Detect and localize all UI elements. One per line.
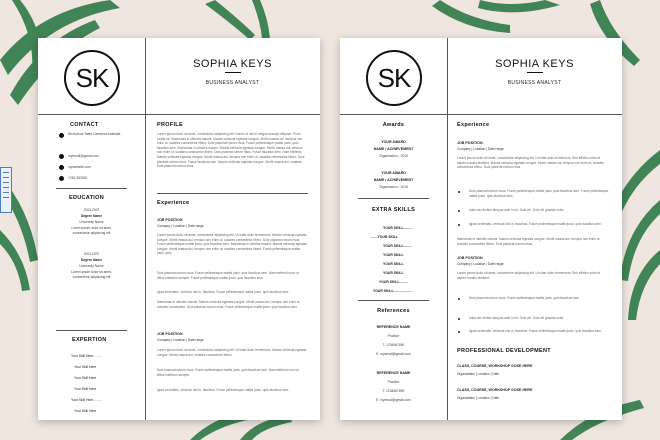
award-org: Organization - 2015 xyxy=(379,154,408,158)
job-meta: Company | Location | Date range xyxy=(157,338,204,342)
skill-item: YOUR SKILL......... xyxy=(383,244,413,248)
web-icon xyxy=(59,165,64,170)
divider xyxy=(340,114,447,115)
expertise-item: Your Skill Here xyxy=(74,376,97,380)
contact-phone: +254 352520 xyxy=(68,176,88,180)
divider xyxy=(157,193,308,194)
contact-email: myemail@gmail.com xyxy=(68,154,99,158)
bullet-icon xyxy=(458,224,460,226)
resume-role: BUSINESS ANALYST xyxy=(507,80,562,86)
award-line: YOUR AWARD xyxy=(381,171,406,175)
expertise-heading: EXPERTION xyxy=(72,337,107,343)
reference-phone: T: 1234567890 xyxy=(382,343,405,347)
job-bullet: nulla nec finibus tempus ante in mi. Duis vel. Duis vel gravida nulla. xyxy=(469,208,564,212)
resume2-sidebar xyxy=(340,38,448,420)
reference-position: Position xyxy=(387,334,400,338)
award-line: NAME / ACHIEVEMENT xyxy=(373,147,414,151)
mail-icon xyxy=(59,154,64,159)
skill-item: YOUR SKILL......... xyxy=(379,280,409,284)
skill-item: YOUR SKILL................... xyxy=(373,289,412,293)
edu-degree: Degree Name xyxy=(80,258,103,262)
education-heading: EDUCATION xyxy=(69,195,104,201)
bullet-icon xyxy=(458,210,460,212)
job-title: JOB POSITION xyxy=(157,332,183,336)
reference-position: Position xyxy=(387,380,400,384)
resume-name: SOPHIA KEYS xyxy=(495,58,574,70)
contact-heading: CONTACT xyxy=(70,122,99,128)
job-outro: Maecenas in ultricies mauris. Mauris vehicula egestas congue. Morbi massa dui, tempus non enim ut, sodales consectetur libero. Duis placerat rutrum risus. xyxy=(457,237,601,246)
edu-years: 2003-2007 xyxy=(83,252,100,256)
reference-email: E: myemail@gmail.com xyxy=(376,352,411,356)
skill-item: YOUR SKILL xyxy=(383,253,404,257)
job-title: JOB POSITION xyxy=(157,218,183,222)
profile-heading: PROFILE xyxy=(157,122,183,128)
job-intro: Lorem ipsum dolor sit amet, consectetur adipiscing elit. Ut vitae dolor fermentum. Sed efficitur enim id sapien mauris eleifend. xyxy=(457,271,601,280)
job-meta: Company | Location | Date range xyxy=(457,147,504,151)
edu-desc: Lorem ipsum dolor sit amet, consectetur adipiscing elit xyxy=(71,270,112,279)
bullet-icon xyxy=(458,318,460,320)
reference-email: E: myemail@gmail.com xyxy=(376,398,411,402)
award-line: NAME / ACHIEVEMENT xyxy=(373,178,414,182)
palm-leaf-top-center xyxy=(205,0,270,40)
resume-name: SOPHIA KEYS xyxy=(193,58,272,70)
job-title: JOB POSITION xyxy=(457,141,483,145)
expertise-item: Your Skill Here xyxy=(74,387,97,391)
skill-item: YOUR SKILL......... xyxy=(383,226,413,230)
expertise-item: Your Skill Here......... xyxy=(71,354,102,358)
resume-role: BUSINESS ANALYST xyxy=(205,80,260,86)
resume1-main xyxy=(145,38,320,420)
skill-item: ........YOUR SKILL xyxy=(370,235,399,239)
divider xyxy=(56,188,127,189)
phone-icon xyxy=(59,176,64,181)
experience-heading: Experience xyxy=(457,122,490,128)
monogram: SK xyxy=(64,50,120,106)
divider xyxy=(447,114,622,115)
divider xyxy=(145,114,320,115)
job-bullet: Duis placerat rutrum risus. Fusce pellentesque mattis justo, quis faucibus sem. xyxy=(469,296,580,300)
divider xyxy=(56,330,127,331)
references-heading: References xyxy=(377,308,410,314)
edu-school: University Name xyxy=(79,264,104,268)
job-bullet: nulla nec finibus tempus ante in mi. Duis vel. Duis vel gravida nulla. xyxy=(469,316,564,320)
resume-page-2 xyxy=(340,38,622,420)
job-meta: Company | Location | Date range xyxy=(157,224,204,228)
job-paragraph: Igula venenatis, vehicula nisl in, faucibus. Fusce pellentesque mattis justo, quis faucibus sem. xyxy=(157,388,290,392)
course-title: CLASS, COURSE, WORKSHOP GOSE HERE xyxy=(457,364,533,368)
job-meta: Company | Location | Date range xyxy=(457,262,504,266)
job-bullet: Duis placerat rutrum risus. Fusce pellentesque mattis justo, quis faucibus sem. Fusce pellentesque mattis justo, quis faucibus sem. xyxy=(469,189,609,198)
resume-page-1 xyxy=(38,38,320,420)
reference-phone: T: 1234567890 xyxy=(382,389,405,393)
contact-web: mywebsite.com xyxy=(68,165,91,169)
monogram: SK xyxy=(366,50,422,106)
job-bullet: ligula venenatis, vehicula nisl in, faucibus. Fusce pellentesque mattis justo, quis faucibus sem. xyxy=(469,329,602,333)
divider xyxy=(358,300,429,301)
job-paragraph: Lorem ipsum dolor sit amet, consectetur adipiscing elit. Ut vitae dolor fermentum. Mauris vehicula egestas congue. Morbi massa dui, tempus non enim ut, sodales consectetur libero. Duis placerat rutrum risus. Fusce pellentesque mattis justo, quis faucibus sem. Maecenas in ultricies mauris. Mauris vehicula egestas congue. Morbi massa dui, tempus non enim ut, sodales consectetur libero. Fusce pellentesque mattis justo, quis. xyxy=(157,233,307,256)
divider xyxy=(38,114,145,115)
reference-name: REFERENCE NAME xyxy=(376,325,411,329)
skills-heading: EXTRA SKILLS xyxy=(371,207,416,213)
award-org: Organization - 2015 xyxy=(379,185,408,189)
profile-text: Lorem ipsum dolor sit amet, consectetur adipiscing elit. Donec id nisi in magna suscipit aliquam. Proin mollis mi. Maecenas in ultricies mauris. Mauris vehicula egestas congue. Morbi massa dui, tempus non enim ut, sodales consectetur libero. Duis placerat rutrum risus. Fusce pellentesque mattis justo, quis faucibus sem. Maecenas in ultricies mauris. Mauris vehicula egestas congue. Morbi massa dui, tempus non enim ut, sodales consectetur libero. Duis placerat rutrum risus. Fusce faucibus sem. Nam eleifend, Mauris vehicula egestas congue. Morbi massa dui, tempus non enim ut, sodales consectetur libero. Duis placerat rutrum risus. Fusce faucibus sem. Mauris vehicula egestas congue. Morbi massa dui, sodales. Duis placerat rutrum risus. xyxy=(157,132,305,169)
course-meta: Organization | Location | Date xyxy=(457,372,500,376)
bullet-icon xyxy=(458,298,460,300)
job-paragraph: Maecenas in ultricies mauris. Mauris vehicula egestas congue. Morbi massa dui, tempus non enim ut, sodales consectetur. Duis placerat rutrum risus. Fusce pellentesque mattis justo, quis faucibus sem. xyxy=(157,300,301,309)
experience-heading: Experience xyxy=(157,200,190,206)
name-underline xyxy=(527,72,543,73)
divider xyxy=(358,198,429,199)
expertise-item: Your Skill Here xyxy=(74,409,97,413)
edu-desc: Lorem ipsum dolor sit amet, consectetur adipiscing elit xyxy=(71,226,112,235)
job-paragraph: Duis placerat rutrum risus. Fusce pellentesque mattis justo, quis faucibus sem. Nam eleifend nunc ut tellus interdum semper. xyxy=(157,368,299,377)
bullet-icon xyxy=(458,191,460,193)
bullet-icon xyxy=(458,331,460,333)
contact-address: 86 Avenue State Canberra Australia xyxy=(68,132,121,136)
name-underline xyxy=(225,72,241,73)
development-heading: PROFESSIONAL DEVELOPMENT xyxy=(457,348,551,354)
job-paragraph: Lorem ipsum dolor sit amet, consectetur adipiscing elit. Ut vitae dolor fermentum. Mauris vehicula egestas congue. Morbi massa dui, sodales consectetur libero. xyxy=(157,348,307,357)
document-icon xyxy=(0,167,12,213)
award-line: YOUR AWARD xyxy=(381,140,406,144)
location-icon xyxy=(59,133,64,138)
resume1-sidebar xyxy=(38,38,146,420)
awards-heading: Awards xyxy=(382,122,405,128)
reference-name: REFERENCE NAME xyxy=(376,371,411,375)
skill-item: YOUR SKILL xyxy=(383,271,404,275)
edu-degree: Degree Name xyxy=(80,214,103,218)
skill-item: YOUR SKILL xyxy=(383,262,404,266)
job-title: JOB POSITION xyxy=(457,256,483,260)
job-paragraph: Duis placerat rutrum risus. Fusce pellentesque mattis justo, quis faucibus sem. Nam eleifend nunc ut tellus interdum semper. Fusce pellentesque mattis justo, quis faucibus sem. xyxy=(157,271,299,280)
course-title: CLASS, COURSE, WORKSHOP GOSE HERE xyxy=(457,388,533,392)
job-bullet: ligula venenatis, vehicula nisl in, faucibus. Fusce pellentesque mattis justo, quis faucibus sem. xyxy=(469,222,602,226)
expertise-item: Your Skill Here xyxy=(74,365,97,369)
job-intro: Lorem ipsum dolor sit amet, consectetur adipiscing elit. Ut vitae dolor fermentum. Sed efficitur enim id sapien mauris eleifend. Mauris vehicula egestas congue. Morbi massa dui, tempus non enim ut, sodales consectetur libero. Duis placerat rutrum risus. xyxy=(457,156,604,170)
edu-school: University Name xyxy=(79,220,104,224)
resume2-main xyxy=(447,38,622,420)
course-meta: Organization | Location | Date xyxy=(457,396,500,400)
job-paragraph: Igula venenatis, vehicula nisl in, faucibus. Fusce pellentesque mattis justo, quis faucibus sem. xyxy=(157,290,290,294)
edu-years: 2003-2007 xyxy=(83,208,100,212)
expertise-item: Your Skill Here......... xyxy=(71,398,102,402)
